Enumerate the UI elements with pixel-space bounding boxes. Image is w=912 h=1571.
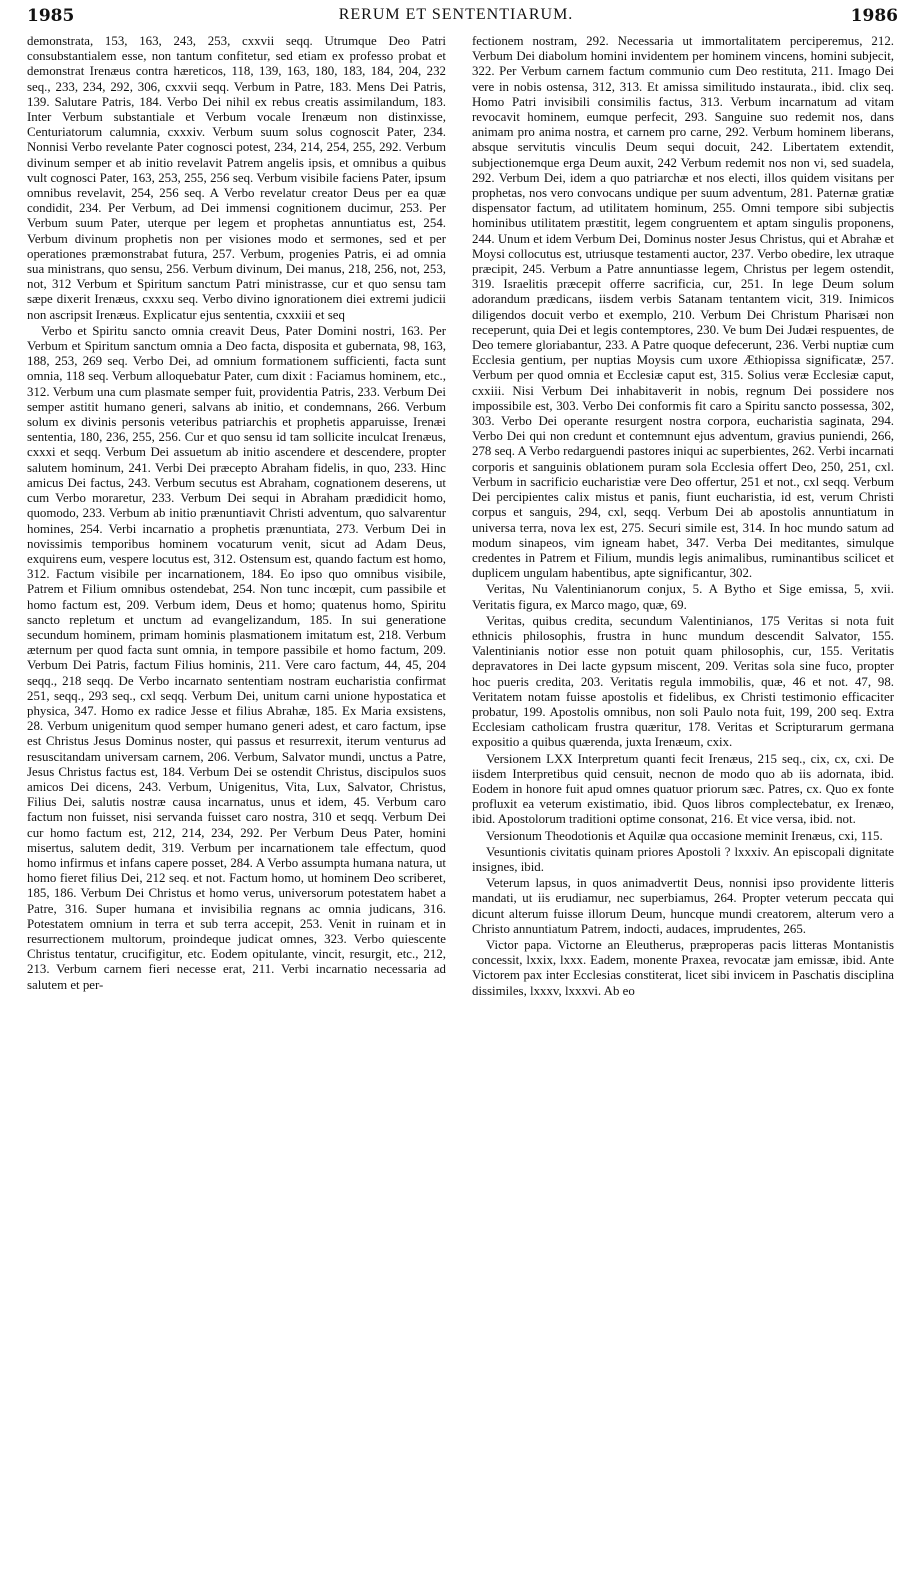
index-entry: Versionum Theodotionis et Aquilæ qua occasione meminit Irenæus, cxi, 115. (486, 828, 883, 843)
index-entry: demonstrata, 153, 163, 243, 253, cxxvii seqq. Utrumque Deo Patri consubstantialem esse, non tantum confitetur, sed etiam ex professo probat et demonstrat Irenæus contra hæreticos, 118, 139, 163, 180, 183, 184, 204, 232 seq., 233, 234, 292, 306, cxxvii seqq. Verbum in Patre, 183. Mens Dei Patris, 139. Salutare Patris, 184. Verbo Dei nihil ex rebus creatis assimilandum, 183. Inter Verbum substantiale et Verbum vocale Irenæum non distinxisse, Centuriatorum calumnia, cxxxiv. Verbum suum solus cognoscit Pater, 234. Nonnisi Verbo revelante Pater cognosci potest, 234, 214, 254, 255, 292. Verbum divinum semper et ab initio revelavit Patrem angelis ipsis, et omnibus a quibus vult cognosci Pater, 163, 253, 255, 256 seq. Verbum visibile faciens Pater, ipsum omnibus revelavit, 254, 256 seq. A Verbo revelatur creator Deus per ea quæ condidit, 234. Per Verbum, ad Dei immensi cognitionem ducimur, 253. Per Verbum suum Pater, uterque per legem et prophetas annuntiatus est, 254. Verbum divinum prophetis non per visiones modo et sermones, sed et per operationes præmonstrabat futura, 257. Verbum, progenies Patris, ei ad omnia sua ministrans, quo sensu, 256. Verbum divinum, Dei manus, 218, 256, not, 253, not, 312 Verbum et Spiritum sanctum Patri ministrasse, cur et quo sensu tam sæpe dixerit Irenæus, cxxxu seq. Verbo divino ignorationem diei extremi judicii non ascripsit Irenæus. Explicatur ejus sententia, cxxxiii et seq (27, 34, 446, 322)
index-entry: fectionem nostram, 292. Necessaria ut immortalitatem perciperemus, 212. Verbum Dei diabolum homini invidentem per hominem vincens, homini subjecit, 322. Per Verbum carnem factum communio cum Deo restituta, 211. Imago Dei vere in nobis ostensa, 312, 313. Et amissa similitudo instaurata., ibid. clix seq. Homo Patri invisibili consimilis factus, 313. Verbum incarnatum ad vitam revocavit hominem, eumque perfecit, 293. Sanguine suo redemit nos, dans animam pro anima nostra, et carnem pro carne, 292. Verbum hominem liberans, absque servitutis vinculis Deum sequi docuit, 242. Libertatem extendit, subjectionemque erga Deum auxit, 242 Verbum redemit nos non vi, sed suadela, 292. Verbum Dei, idem a quo patriarchæ et nos electi, illos quidem visitans per prophetas, nos vero convocans undique per suum adventum, 281. Paternæ gratiæ dispensator factum, ad utilitatem hominum, 255. Omni tempore sibi subjectis hominibus utilitatem præstitit, legem congruentem et aptam singulis proponens, 244. Unum et idem Verbum Dei, Dominus noster Jesus Christus, qui et Abrahæ et Moysi collocutus est, utriusque testamenti auctor, 237. Verbo obedire, lex utraque præcipit, 245. Verbum a Patre annuntiasse legem, Christus per legem ostendit, 319. Israelitis præcepit offerre sacrificia, cur, 251. In lege Deum solum adorandum prædicans, iisdem verbis Satanam tentantem vicit, 319. Inimicos diligendos docuit verbo et exemplo, 210. Verbum Dei Christum Pharisæi non receperunt, quia Dei et legis contemptores, 230. Ve bum Dei Judæi respuentes, de Deo temere gloriabantur, 233. A Patre quoque defecerunt, 236. Verbi nuptiæ cum Ecclesia gentium, per nuptias Moysis cum uxore Æthiopissa significatæ, 257. Verbum per quod omnia et Ecclesiæ caput est, 315. Solius veræ Ecclesiæ caput, cxxiii. Nisi Verbum Dei inhabitaverit in nobis, regnum Dei possidere nos impossibile est, 303. Verbo Dei conformis fit caro a Spiritu sancto possessa, 302, 303. Verbo Dei operante resurgent nostra corpora, eucharistia saginata, 294. Verbo Dei qui non credunt et contemnunt ejus adventum, gravius puniendi, 266, 278 seq. A Verbo redarguendi pastores iniqui ac superbientes, 262. Verbi incarnati corporis et sanguinis oblationem puram sola Ecclesia offert Deo, 250, 251, cxl. Verbum in sacrificio eucharistiæ vere Deo offertur, 251 et not., cxl seqq. Verbum Dei percipientes calix mistus et panis, fiunt eucharistia, id est, verum Christi corpus et sanguis, 294, cxl, seqq. Verbum Dei ab apostolis annuntiatum in universa terra, nova lex est, 275. Securi simile est, 314. In hoc mundo satum ad modum sinapeos, vim igneam habet, 347. Verba Dei meditantes, simulque credentes in Patrem et Filium, mundis legis animalibus, ruminantibus scilicet et duplicem ungulam habentibus, apte significantur, 302. (472, 34, 894, 581)
index-entry: Versionem LXX Interpretum quanti fecit Irenæus, 215 seq., cix, cx, cxi. De iisdem Interpretibus quid censuit, necnon de modo quo ab iis adornata, ibid. Eodem in honore fuit apud omnes quatuor priorum sæc. Patres, cx. Quo ex fonte profluxit ea veterum existimatio, ibid. Quos libros complectebatur, ex Irenæo, ibid. Apostolorum traditioni optime consonat, 216. Et vice versa, ibid. not. (472, 751, 894, 827)
right-page-number: 1986 (850, 6, 898, 26)
index-entry: Veritas, Nu Valentinianorum conjux, 5. A Bytho et Sige emissa, 5, xvii. Veritatis figura, ex Marco mago, quæ, 69. (472, 582, 894, 612)
right-column (472, 34, 894, 1556)
running-title: RERUM ET SENTENTIARUM. (338, 6, 574, 23)
index-entry: Verbo et Spiritu sancto omnia creavit Deus, Pater Domini nostri, 163. Per Verbum et Spiritum sanctum omnia a Deo facta, disposita et gubernata, 98, 163, 188, 253, 269 seq. Verbo Dei, ad omnium formationem sufficienti, facta sunt omnia, 118 seq. Verbum alloquebatur Pater, cum dixit : Faciamus hominem, etc., 312. Verbum una cum plasmate semper fuit, providentia Patris, 233. Verbum Dei semper astitit humano generi, salvans ab initio, et condemnans, 266. Verbum solum ex divinis personis veteribus patriarchis et prophetis apparuisse, Irenæi sententia, 180, 236, 255, 256. Cur et quo sensu id tam sollicite inculcat Irenæus, cxxxi et seqq. Verbum Dei assuetum ab initio ascendere et descendere, propter salutem hominum, 241. Verbi Dei præcepto Abraham fidelis, in quo, 233. Hinc amicus Dei factus, 243. Verbum secutus est Abraham, cognationem deserens, ut cum Verbo moraretur, 233. Verbum Dei sequi in Abraham prædidicit homo, quomodo, 233. Verbum ab initio prænuntiavit Christi adventum, quo salvarentur homines, 254. Verbi incarnatio a prophetis prænuntiata, 273. Verbum Dei in novissimis temporibus hominem vocaturum venit, sicut ad Adam Deus, exquirens eum, vespere locutus est, 312. Ostensum est, quando factum est homo, 312. Factum visibile per incarnationem, 184. Eo ipso quo omnibus visibile, Patrem et Filium omnibus ostendebat, 254. Non tunc incœpit, cum passibile et homo factum est, 209. Verbum idem, Deus et homo; quatenus homo, Spiritu sancto repletum et unctum ad evangelizandum, 185. In sui generatione secundum hominem, primam hominis plasmationem imitatum est, 218. Verbum æternum per quod facta sunt omnia, in tempore passibile et homo factum, 209. Verbum Dei Patris, factum Filius hominis, 211. Vere caro factum, 44, 45, 204 seqq., 218 seqq. De Verbo incarnato sententiam nostram eucharistia confirmat 251, seqq., 293 seq., cxl seqq. Verbum Dei, unitum carni unione hypostatica et physica, 347. Homo ex radice Jesse et filius Abrahæ, 185. Ex Maria exsistens, 28. Verbum unigenitum quod semper humano generi adest, et caro factum, ipse est Christus Jesus Dominus noster, qui passus et resurrexit, iterum venturus ad resuscitandam universam carnem, 206. Verbum, Salvator mundi, unctus a Patre, Jesus Christus factus est, 184. Verbum Dei se ostendit Christus, discipulos suos amicos Dei dicens, 243. Verbum, Unigenitus, Vita, Lux, Salvator, Christus, Filius Dei, salutis nostræ causa incarnatus, unus et idem, 45. Verbum caro factum non fuisset, nisi servanda fuisset caro nostra, 310 et seqq. Verbum Dei cur homo factum est, 212, 214, 234, 292. Per Verbum Deus Pater, homini misertus, salutem dedit, 319. Verbum per incarnationem tale effectum, quod homo infirmus et infans capere posset, 284. A Verbo assumpta humana natura, ut homo fieret filius Dei, 212 seq. et not. Factum homo, ut hominem Deo scriberet, 185, 186. Verbum Dei Christus et homo verus, universorum potestatem habet a Patre, 316. Super humana et invisibilia regnans ac omnia judicans, 316. Potestatem omnium in terra et sub terra accepit, 253. Venit in ruinam et in resurrectionem multorum, proindeque judicat omnes, 323. Verbo quiescente Christus tentatur, crucifigitur, etc. Eodem opitulante, vincit, resurgit, etc., 212, 213. Verbum carnem fieri necesse erat, 211. Verbi incarnatio necessaria ad salutem et per- (27, 323, 446, 992)
index-entry: Veritas, quibus credita, secundum Valentinianos, 175 Veritas si nota fuit ethnicis philosophis, frustra in hunc mundum descendit Salvator, 155. Valentinianis notior esse non potuit quam philosophis, cur, 155. Veritatis depravatores in Dei lacte gypsum miscent, 209. Veritas sola sine fuco, propter hoc pueris credita, 203. Veritatis regula immobilis, quæ, 46 et not. 47, 98. Veritatem notam fuisse apostolis et fidelibus, ex Christi testimonio efficaciter probatur, 199. Apostolis omnibus, non soli Paulo nota fuit, 199, 200 seq. Extra Ecclesiam catholicam frustra quæritur, 178. Veritas et Scripturarum germana expositio a quibus quærenda, juxta Irenæum, cxix. (472, 613, 894, 750)
left-page-number: 1985 (27, 6, 75, 26)
index-entry: Vesuntionis civitatis quinam priores Apostoli ? lxxxiv. An episcopali dignitate insignes, ibid. (472, 844, 894, 874)
page-header (0, 0, 912, 30)
left-column (27, 34, 446, 1556)
index-entry: Veterum lapsus, in quos animadvertit Deus, nonnisi ipso providente litteris mandati, ut iis erudiamur, nec superbiamus, 264. Propter veterum peccata qui dicunt alterum fuisse illorum Deum, huncque mundi creatorem, alterum vero a Christo annuntiatum Patrem, indocti, audaces, imprudentes, 265. (472, 876, 894, 936)
index-entry: Victor papa. Victorne an Eleutherus, præproperas pacis litteras Montanistis concessit, lxxix, lxxx. Eadem, monente Praxea, revocatæ jam emissæ, ibid. Ante Victorem pax inter Ecclesias constiterat, licet sibi invicem in Paschatis disciplina dissimiles, lxxxv, lxxxvi. Ab eo (472, 937, 894, 998)
